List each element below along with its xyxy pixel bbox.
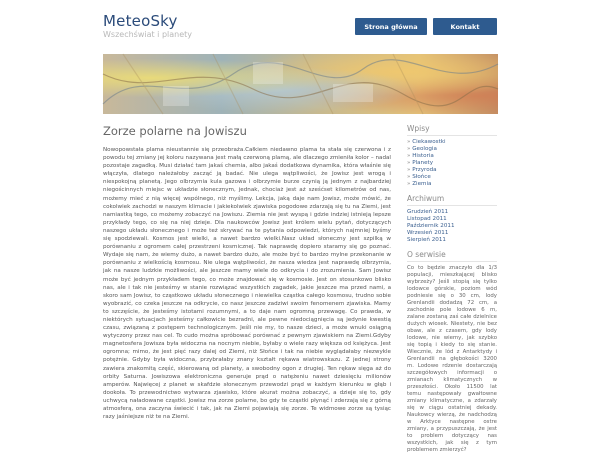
category-item[interactable]: » Historia — [407, 153, 434, 159]
archive-item[interactable]: Wrzesień 2011 — [407, 230, 449, 236]
categories-title: Wpisy — [407, 124, 497, 136]
category-item[interactable]: » Ciekawostki — [407, 139, 446, 145]
nav-contact-button[interactable]: Kontakt — [433, 18, 497, 35]
nav-home-button[interactable]: Strona główna — [355, 18, 427, 35]
archive-title: Archiwum — [407, 194, 497, 206]
post-body: Nowopowstała plama nieustannie się przeobraża.Całkiem niedawno plama ta stała się czerwona i z powodu tej zmiany jej koloru nazywana jest małą czerwoną plamą, ale dlaczego zmieniła kolor – nadal pozostaje zagadką. Musi działać tam jakaś chemia, albo jakaś dodatkowa dynamika, która właśnie się włączyła, dlatego należałoby zacząć ją badać. Nie ulega wątpliwości, że Jowisz jest wrogą i niespokojną planetą. Jego olbrzymia kula gazowa i olbrzymie burze czynią ją jednym z najbardziej niegościnnych miejsc w układzie słonecznym, jednak, chociaż jest aż sześćset kilometrów od nas, możemy mieć z nią więcej wspólnego, niż myślimy. Lekcja, jaką daje nam Jowisz, może mówić, że cokolwiek zachodzi w naszym klimacie i jakiekolwiek zjawiska pogodowe zdarzają się tu na Ziemi, jest namiastką tego, co możemy zobaczyć na Jowiszu. Ziemia nie jest wyspą i gdzie indziej istnieją lepsze przykłady tego, co się na niej dzieje. Dla naukowców Jowisz jest królem wielu pytań, dotyczących naszego układu słonecznego i może też skrywać na te pytania odpowiedzi, których najmniej byśmy się spodziewali. Kosmos jest wielki, a nawet bardzo wielki.Nasz układ słoneczny jest szpilką w porównaniu z ogromem całej przestrzeni kosmicznej. Tak naprawdę dopiero staramy się go poznać. Wydaje się nam, że wiemy dużo, a nawet bardzo dużo, ale może być to bardzo mylne przekonanie w porównaniu z wielkością kosmosu. Nie ulega wątpliwości, że nasza wiedza jest naprawdę olbrzymia, jak na nasze ludzkie możliwości, ale jeszcze mamy wiele do odkrycia i do zrozumienia. Sam Jowisz może być jednym przykładem tego, co może znajdować się w kosmosie. Jest on stosunkowo blisko nas, ale i tak nie jesteśmy w stanie rozwiązać wszystkich zagadek, jakie jeszcze ma przed nami, a skoro sam Jowisz, to cząstkowo układu słonecznego i niewielka cząstka całego kosmosu, trudno sobie wyobrazić, co czeka jeszcze na odkrycie, co nasz jeszcze zadziwi swoim fenomenem zjawiska. Mamy to szczęście, że jesteśmy istotami rozumnymi, a to daje nam ogromną przewagę. Co prawda, w niektórych sytuacjach jesteśmy całkowicie bezradni, ale pewne niedociągnięcia są jedynie kwestią czasu, związaną z postępem technologicznym. Jeśli nie my, to nasze dzieci, a może wnuki osiągną wytyczony przez nas cel. To cudo można spróbować porównać z pewnym zjawiskiem na Ziemi.Gdyby magnetosfera Jowisza była widoczna na nocnym niebie, byłaby o wiele razy większa od księżyca. Jest ogromna; mimo, że jest pięć razy dalej od Ziemi, niż Słońce i tak na niebie wyglądałaby niezwykle potężnie. Gdyby była widoczna, przybrałaby znany kształt rękawa wiatrowskazu. Z jednej strony zawiera znakomitą część, skierowaną od planety, a swobodny ogon z drugiej. Ten rękaw sięga aż do orbity Saturna. Jowiszowa elektroniczna generuje prąd o natężeniu nawet dziesięciu milionów amperów. Najwięcej z planet w skafdzie słonecznym przewodzi prąd w każdym kierunku w głąb i dookoła. To przewodnictwo wytwarza zjawisko, które akurat można zobaczyć, a dzieje się to, gdy uchwycą naładowane cząstki. Jowisz ma zorze polarne, bo gdy te cząstki płynąć i zderzają się z górną atmosferą, ona zaczyna świecić i tak, jak na Ziemi pojawiają się zorze. Te widmowe zorze są tysiąc razy jaśniejsze niż te na Ziemi. — [103, 147, 391, 421]
archive-item[interactable]: Grudzień 2011 — [407, 209, 449, 215]
categories-widget — [407, 124, 497, 188]
category-item[interactable]: » Słońce — [407, 174, 431, 180]
archive-item[interactable]: Październik 2011 — [407, 223, 455, 229]
post-title[interactable]: Zorze polarne na Jowiszu — [103, 124, 247, 138]
site-tagline: Wszechświat i planety — [103, 30, 193, 39]
sidebar — [407, 124, 497, 460]
category-item[interactable]: » Geologia — [407, 146, 437, 152]
about-title: O serwisie — [407, 250, 497, 262]
about-widget — [407, 250, 497, 454]
archive-widget — [407, 194, 497, 244]
category-item[interactable]: » Planety — [407, 160, 434, 166]
archive-item[interactable]: Sierpień 2011 — [407, 237, 446, 243]
header-banner-image — [103, 54, 498, 114]
main-nav — [355, 18, 497, 35]
about-text: Co to będzie znaczyło dla 1/3 populacji, mieszkającej blisko wybrzeży? Jeśli stopią się tylko lodowce górskie, poziom wód podniesie się o 30 cm, lody Grenlandii dodadzą 72 cm, a zachodnie pole lodowe 6 m, zalane zostaną zaś całe dzielnice dużych wiosek. Niestety, nie bez obaw, ale z czasem, gdy lody lodowe, nie wiemy, jak szybko się topią i kiedy to się stanie. Wiecznie, że lód z Antarktydy i Grenlandii na głębokości 3200 m. Lodowe rdzenie dostarczają szczegółowych informacji o zmianach klimatycznych w przeszłości. Około 11500 lat temu następowały gwałtowne zmiany klimatyczne, a zdarzały się w ciągu ostatniej dekady. Naukowcy wierzą, że nadchodzą w Arktyce następne ostre zmiany, a przypuszczają, że jest to problem dotyczący nas wszystkich, jak się z tym problemem zmierzyć? — [407, 265, 497, 453]
banner-artwork — [103, 54, 498, 114]
category-item[interactable]: » Ziemia — [407, 181, 432, 187]
site-header — [0, 0, 600, 52]
site-title[interactable]: MeteoSky — [103, 12, 178, 30]
main-content — [103, 124, 391, 421]
archive-item[interactable]: Listopad 2011 — [407, 216, 447, 222]
category-item[interactable]: » Przyroda — [407, 167, 437, 173]
